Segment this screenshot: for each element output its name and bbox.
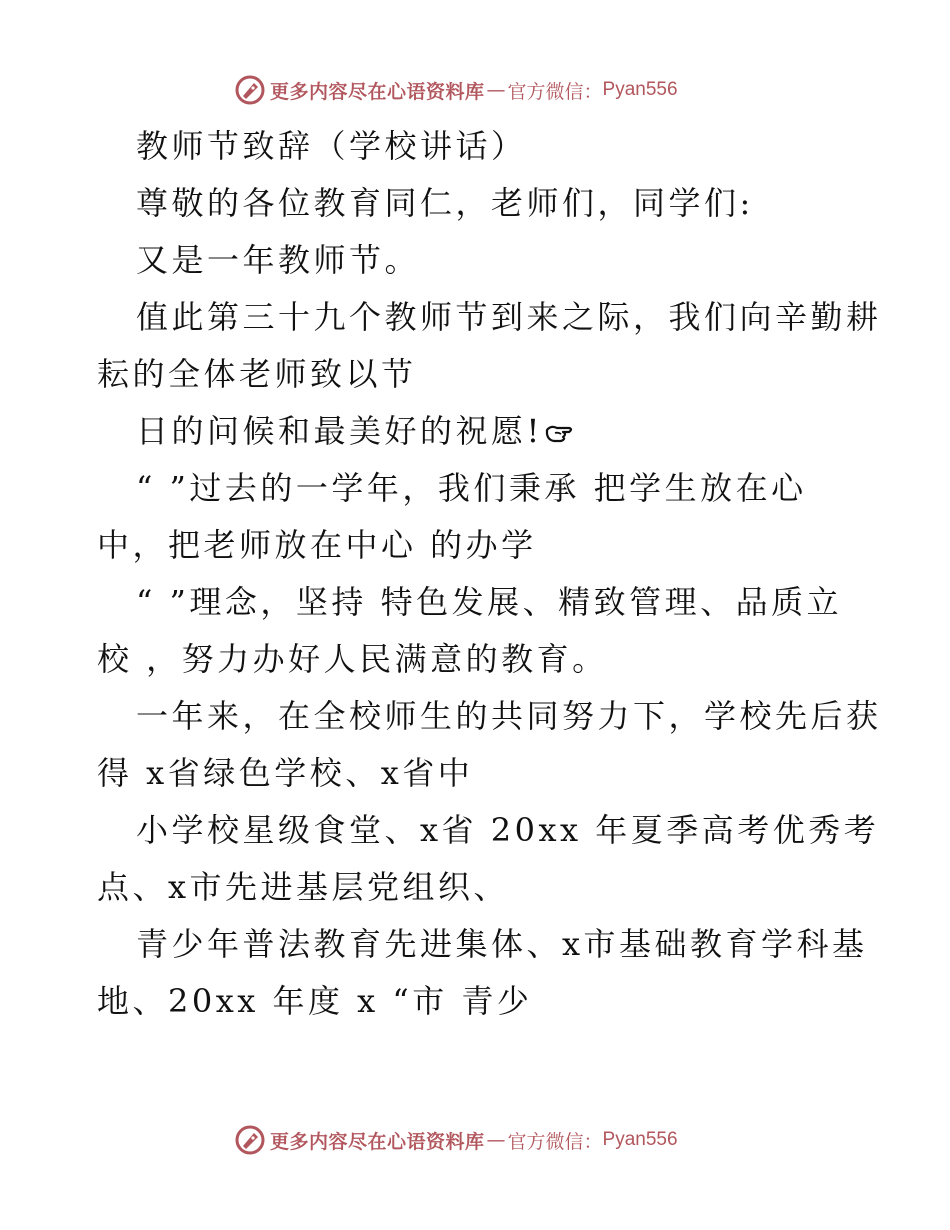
salutation-line: 尊敬的各位教育同仁，老师们，同学们: [136, 184, 754, 222]
watermark-wechat-id: Pyan556 [602, 79, 678, 100]
doc-title: 教师节致辞（学校讲话） [136, 127, 527, 165]
paragraph-line: 中，把老师放在中心 的办学 [97, 526, 537, 564]
paragraph-line: 校 ，努力办好人民满意的教育。 [97, 640, 608, 678]
watermark-separator: — [486, 1129, 506, 1151]
paragraph-line: 小学校星级食堂、x省 20xx 年夏季高考优秀考 [136, 811, 880, 849]
paragraph-line: 又是一年教师节。 [136, 241, 421, 279]
watermark-wechat-label: 官方微信： [507, 80, 603, 103]
paragraph-line: 值此第三十九个教师节到来之际，我们向辛勤耕 [136, 298, 882, 336]
header-watermark [234, 73, 678, 107]
paragraph-line: 地、20xx 年度 x “市 青少 [97, 982, 533, 1020]
pointing-hand-icon [545, 422, 575, 444]
watermark-main-text: 更多内容尽在心语资料库 [270, 1130, 485, 1153]
paragraph-line: “ ”过去的一学年，我们秉承 把学生放在心 [136, 469, 807, 507]
paragraph-line: 一年来，在全校师生的共同努力下，学校先后获 [136, 697, 882, 735]
document-body [97, 124, 882, 1024]
watermark-wechat-id: Pyan556 [602, 1129, 678, 1150]
footer-watermark [234, 1123, 678, 1157]
paragraph-line: 得 x省绿色学校、x省中 [97, 754, 474, 792]
watermark-main-text: 更多内容尽在心语资料库 [270, 80, 485, 103]
paragraph-line-with-icon [97, 409, 857, 454]
watermark-separator: — [486, 79, 506, 101]
paragraph-line: 点、x市先进基层党组织、 [97, 868, 510, 906]
watermark-wechat-label: 官方微信： [507, 1130, 603, 1153]
pen-nib-seal-icon [234, 74, 266, 106]
paragraph-text: 日的问候和最美好的祝愿! [136, 412, 543, 450]
paragraph-line: “ ”理念，坚持 特色发展、精致管理、品质立 [136, 583, 843, 621]
paragraph-line: 耘的全体老师致以节 [97, 355, 417, 393]
paragraph-line: 青少年普法教育先进集体、x市基础教育学科基 [136, 925, 868, 963]
pen-nib-seal-icon [234, 1124, 266, 1156]
